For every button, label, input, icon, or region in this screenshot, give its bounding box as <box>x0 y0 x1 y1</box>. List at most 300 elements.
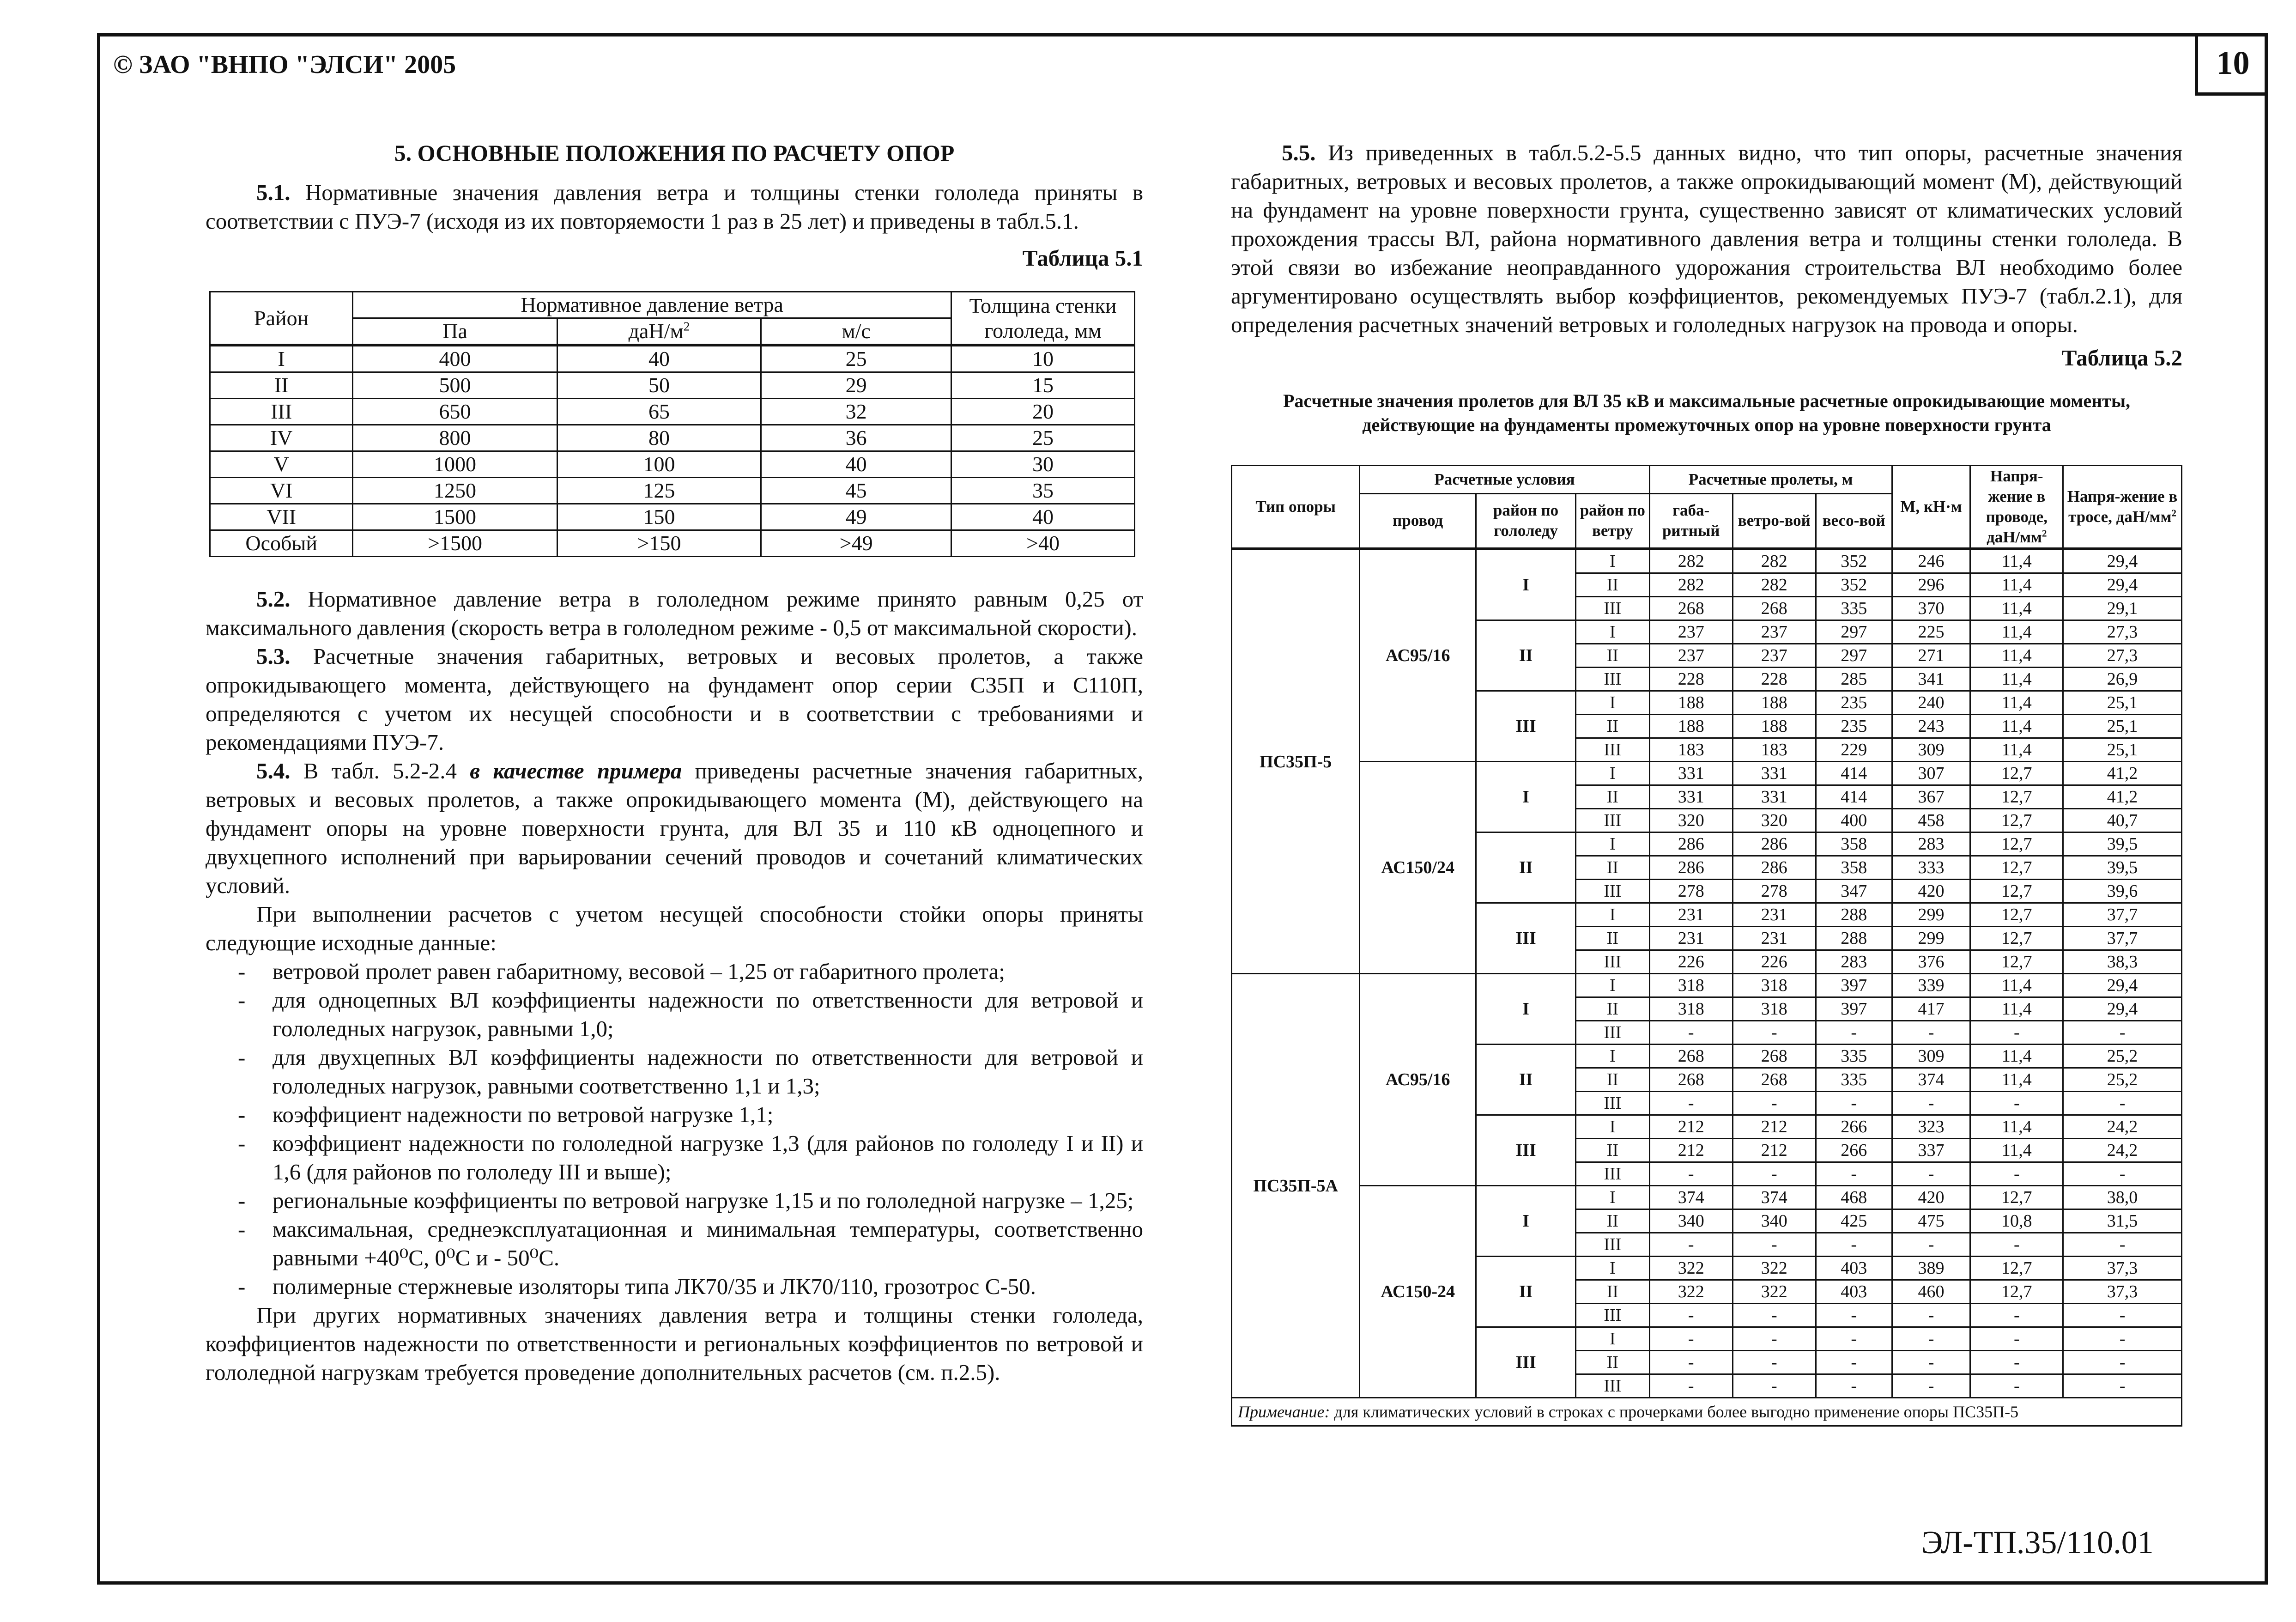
table-cell: 286 <box>1733 832 1816 856</box>
table-cell: АС150-24 <box>1360 1186 1476 1398</box>
table-cell: 283 <box>1816 950 1892 974</box>
table2-note: Примечание: для климатических условий в строках с прочерками более выгодно применение опоры ПС35П-5 <box>1231 1398 2182 1427</box>
table-cell: 212 <box>1649 1139 1733 1162</box>
table-cell: - <box>1733 1162 1816 1186</box>
table-cell: - <box>2063 1374 2182 1398</box>
table-cell: 288 <box>1816 903 1892 927</box>
table-cell: - <box>2063 1351 2182 1374</box>
table-cell: 29,4 <box>2063 974 2182 997</box>
table-cell: 323 <box>1892 1115 1970 1139</box>
table-cell: 38,3 <box>2063 950 2182 974</box>
table-cell: 231 <box>1649 927 1733 950</box>
table-cell: 458 <box>1892 809 1970 832</box>
table-cell: 286 <box>1733 856 1816 880</box>
table-cell: 374 <box>1892 1068 1970 1092</box>
table-row <box>1232 549 2182 573</box>
table-cell: III <box>1576 1162 1650 1186</box>
col-wire-tension: Напря-жение в проводе, даН/$мм^2$ <box>1970 466 2063 549</box>
table-cell: 11,4 <box>1970 668 2063 691</box>
table-cell: V <box>210 451 353 478</box>
table-cell: - <box>1733 1021 1816 1045</box>
table-cell: ПС35П-5 <box>1232 549 1360 974</box>
paragraph-5-5: 5.5. Из приведенных в табл.5.2-5.5 данных видно, что тип опоры, расчетные значения габаритных, ветровых и весовых пролетов, а также опрокидывающий момент (М), действующий на фундамент на уровне поверхности грунта, существенно зависят от климатических условий прохождения трассы ВЛ, района нормативного давления ветра и толщины стенки гололеда. В этой связи во избежание неоправданного удорожания строительства ВЛ необходимо более аргументировано осуществлять выбор коэффициентов, рекомендуемых ПУЭ-7 (табл.2.1), для определения расчетных значений ветровых и гололедных нагрузок на провода и опоры. <box>1231 140 2183 337</box>
table-cell: 12,7 <box>1970 1280 2063 1304</box>
copyright: © ЗАО "ВНПО "ЭЛСИ" 2005 <box>113 50 456 79</box>
table-cell: I <box>1476 1186 1576 1257</box>
table-cell: - <box>2063 1021 2182 1045</box>
paragraph-5-1: 5.1. Нормативные значения давления ветра и толщины стенки гололеда приняты в соответствии с ПУЭ-7 (исходя из их повторяемости 1 раз в 25 лет) и приведены в табл.5.1. <box>206 180 1144 234</box>
table-cell: 341 <box>1892 668 1970 691</box>
col-gab: габа-ритный <box>1649 493 1733 549</box>
table-cell: 322 <box>1733 1257 1816 1280</box>
page-number: 10 <box>2195 33 2268 96</box>
table-cell: 340 <box>1733 1209 1816 1233</box>
table-cell: 1000 <box>353 451 557 478</box>
table-cell: 37,3 <box>2063 1280 2182 1304</box>
table-cell: 297 <box>1816 620 1892 644</box>
table-cell: 229 <box>1816 738 1892 762</box>
table-cell: II <box>1476 832 1576 903</box>
table-cell: 460 <box>1892 1280 1970 1304</box>
list-item: - полимерные стержневые изоляторы типа ЛК70/35 и ЛК70/110, грозотрос С-50. <box>206 1272 1143 1301</box>
table-cell: >40 <box>951 530 1135 557</box>
table-cell: VII <box>210 504 353 530</box>
table-cell: 282 <box>1733 573 1816 597</box>
table-cell: 235 <box>1816 691 1892 715</box>
table-cell: 24,2 <box>2063 1115 2182 1139</box>
table-cell: 12,7 <box>1970 1186 2063 1209</box>
table-cell: 188 <box>1649 715 1733 738</box>
table-cell: VI <box>210 478 353 504</box>
table-row <box>210 504 1135 530</box>
table-cell: III <box>1576 1304 1650 1327</box>
list-item: - региональные коэффициенты по ветровой нагрузке 1,15 и по гололедной нагрузке – 1,25; <box>206 1186 1143 1215</box>
table-cell: - <box>1892 1374 1970 1398</box>
table-cell: 231 <box>1733 903 1816 927</box>
table-cell: III <box>1576 880 1650 903</box>
table-cell: 322 <box>1733 1280 1816 1304</box>
table-cell: - <box>1649 1092 1733 1115</box>
table-cell: III <box>1576 1092 1650 1115</box>
table-cell: 12,7 <box>1970 785 2063 809</box>
table-cell: - <box>1816 1233 1892 1257</box>
table-cell: II <box>1576 997 1650 1021</box>
table-cell: - <box>1816 1092 1892 1115</box>
table-cell: 38,0 <box>2063 1186 2182 1209</box>
table-cell: 475 <box>1892 1209 1970 1233</box>
table-cell: - <box>1970 1233 2063 1257</box>
table-cell: 65 <box>557 399 761 425</box>
table-cell: 11,4 <box>1970 1115 2063 1139</box>
table-cell: 1250 <box>353 478 557 504</box>
table-cell: 26,9 <box>2063 668 2182 691</box>
table-cell: - <box>1816 1351 1892 1374</box>
table-cell: 41,2 <box>2063 762 2182 785</box>
right-column <box>1231 139 2182 1427</box>
col-ice-region: район по гололеду <box>1476 493 1576 549</box>
table-cell: АС95/16 <box>1360 549 1476 762</box>
table-cell: 30 <box>951 451 1135 478</box>
table-cell: II <box>1576 785 1650 809</box>
table-cell: 417 <box>1892 997 1970 1021</box>
table-row <box>210 345 1135 372</box>
table-cell: 297 <box>1816 644 1892 668</box>
table-cell: - <box>1649 1327 1733 1351</box>
table-cell: >49 <box>761 530 951 557</box>
table-cell: 11,4 <box>1970 715 2063 738</box>
table-cell: 370 <box>1892 597 1970 620</box>
list-item: - ветровой пролет равен габаритному, весовой – 1,25 от габаритного пролета; <box>206 957 1143 986</box>
table-cell: 12,7 <box>1970 927 2063 950</box>
table-cell: 500 <box>353 372 557 399</box>
table-cell: - <box>2063 1327 2182 1351</box>
table-cell: - <box>1733 1374 1816 1398</box>
table-cell: 268 <box>1733 1068 1816 1092</box>
table-cell: 11,4 <box>1970 997 2063 1021</box>
table-cell: 183 <box>1733 738 1816 762</box>
table-cell: I <box>1576 1327 1650 1351</box>
table-cell: 403 <box>1816 1257 1892 1280</box>
table-cell: 36 <box>761 425 951 451</box>
table-cell: I <box>1576 620 1650 644</box>
table-cell: 266 <box>1816 1139 1892 1162</box>
table-cell: II <box>1576 927 1650 950</box>
table-cell: 31,5 <box>2063 1209 2182 1233</box>
table-cell: I <box>1576 974 1650 997</box>
table-cell: 226 <box>1733 950 1816 974</box>
table-cell: 400 <box>1816 809 1892 832</box>
table-cell: - <box>1970 1162 2063 1186</box>
table-cell: 335 <box>1816 1045 1892 1068</box>
table-cell: 11,4 <box>1970 573 2063 597</box>
table-cell: I <box>1576 691 1650 715</box>
table-cell: ПС35П-5А <box>1232 974 1360 1398</box>
table-cell: 188 <box>1733 715 1816 738</box>
table-cell: 650 <box>353 399 557 425</box>
table-cell: 376 <box>1892 950 1970 974</box>
table-cell: - <box>1649 1374 1733 1398</box>
table-cell: >150 <box>557 530 761 557</box>
table-cell: 40 <box>557 345 761 372</box>
table-cell: 296 <box>1892 573 1970 597</box>
table-cell: 358 <box>1816 832 1892 856</box>
table-cell: - <box>1816 1021 1892 1045</box>
table-cell: - <box>1649 1162 1733 1186</box>
paragraph-5-2: 5.2. Нормативное давление ветра в гололедном режиме принято равным 0,25 от максимального давления (скорость ветра в гололедном режиме - 0,5 от максимальной скорости). <box>206 586 1143 640</box>
table-cell: - <box>2063 1304 2182 1327</box>
table-cell: - <box>1816 1327 1892 1351</box>
document-code: ЭЛ-ТП.35/110.01 <box>1921 1525 2154 1561</box>
table-cell: I <box>1476 762 1576 832</box>
paragraph-final: При других нормативных значениях давления ветра и толщины стенки гололеда, коэффициентов надежности по ответственности и региональных коэффициентов по ветровой и гололедной нагрузкам требуется проведение дополнительных расчетов (см. п.2.5). <box>206 1302 1143 1385</box>
col-ms: м/с <box>761 318 951 346</box>
table-cell: II <box>1476 1257 1576 1327</box>
table-cell: III <box>1576 668 1650 691</box>
table-cell: - <box>2063 1092 2182 1115</box>
table-row <box>210 530 1135 557</box>
left-column <box>206 139 1143 1387</box>
table-cell: 212 <box>1649 1115 1733 1139</box>
table1-caption: Таблица 5.1 <box>1022 245 1143 271</box>
table-cell: 12,7 <box>1970 832 2063 856</box>
table-cell: 32 <box>761 399 951 425</box>
table-cell: - <box>1733 1304 1816 1327</box>
table-cell: 11,4 <box>1970 620 2063 644</box>
table-cell: 40 <box>761 451 951 478</box>
table-cell: 282 <box>1649 573 1733 597</box>
table-cell: III <box>1476 1115 1576 1186</box>
table-cell: 266 <box>1816 1115 1892 1139</box>
table-cell: 11,4 <box>1970 738 2063 762</box>
table-cell: 25,1 <box>2063 738 2182 762</box>
table-cell: - <box>1892 1327 1970 1351</box>
table-cell: - <box>1733 1233 1816 1257</box>
table-cell: 335 <box>1816 1068 1892 1092</box>
table-cell: 288 <box>1816 927 1892 950</box>
table-cell: 318 <box>1733 974 1816 997</box>
table-cell: 212 <box>1733 1115 1816 1139</box>
table-cell: 237 <box>1733 644 1816 668</box>
table-cell: 12,7 <box>1970 950 2063 974</box>
table-cell: III <box>1476 903 1576 974</box>
table-cell: 468 <box>1816 1186 1892 1209</box>
table-cell: 11,4 <box>1970 691 2063 715</box>
col-wire: провод <box>1360 493 1476 549</box>
table-cell: 389 <box>1892 1257 1970 1280</box>
col-type: Тип опоры <box>1232 466 1360 549</box>
table-cell: III <box>1576 1374 1650 1398</box>
table-cell: I <box>1576 549 1650 573</box>
col-moment: М, кН·м <box>1892 466 1970 549</box>
table-cell: 282 <box>1649 549 1733 573</box>
table-cell: 231 <box>1733 927 1816 950</box>
list-item: - максимальная, среднеэксплуатационная и минимальная температуры, соответственно равными +40⁰С, 0⁰С и - 50⁰С. <box>206 1215 1143 1272</box>
table-cell: 20 <box>951 399 1135 425</box>
table-cell: I <box>1576 1045 1650 1068</box>
table-cell: 27,3 <box>2063 620 2182 644</box>
table-row <box>210 425 1135 451</box>
table-cell: II <box>1576 1351 1650 1374</box>
table-cell: 29,4 <box>2063 549 2182 573</box>
table-cell: - <box>1649 1304 1733 1327</box>
table-cell: 282 <box>1733 549 1816 573</box>
table-cell: 100 <box>557 451 761 478</box>
table-cell: 11,4 <box>1970 644 2063 668</box>
table-cell: I <box>1576 832 1650 856</box>
table-5-1 <box>209 291 1135 557</box>
table-cell: 37,3 <box>2063 1257 2182 1280</box>
table-cell: II <box>1576 573 1650 597</box>
table-cell: >1500 <box>353 530 557 557</box>
table-cell: 320 <box>1733 809 1816 832</box>
table-cell: 358 <box>1816 856 1892 880</box>
table-cell: 183 <box>1649 738 1733 762</box>
table-cell: - <box>1892 1351 1970 1374</box>
table-cell: 299 <box>1892 903 1970 927</box>
table-cell: - <box>1733 1351 1816 1374</box>
table-cell: I <box>210 345 353 372</box>
table-cell: - <box>1970 1304 2063 1327</box>
col-spans: Расчетные пролеты, м <box>1649 466 1892 494</box>
table-row <box>210 372 1135 399</box>
table-cell: АС150/24 <box>1360 762 1476 974</box>
table-cell: 35 <box>951 478 1135 504</box>
section-heading: 5. ОСНОВНЫЕ ПОЛОЖЕНИЯ ПО РАСЧЕТУ ОПОР <box>394 140 955 166</box>
table-cell: I <box>1576 762 1650 785</box>
table-cell: - <box>1892 1162 1970 1186</box>
table-cell: 231 <box>1649 903 1733 927</box>
table-5-2 <box>1231 465 2182 1398</box>
table-cell: 29 <box>761 372 951 399</box>
table-cell: 29,1 <box>2063 597 2182 620</box>
table-cell: III <box>1576 1021 1650 1045</box>
table-cell: 331 <box>1649 762 1733 785</box>
table-cell: 374 <box>1649 1186 1733 1209</box>
table-cell: 25 <box>951 425 1135 451</box>
table-cell: 11,4 <box>1970 1045 2063 1068</box>
table-cell: 10,8 <box>1970 1209 2063 1233</box>
table-cell: III <box>1576 950 1650 974</box>
table-cell: II <box>1476 1045 1576 1115</box>
table-cell: Особый <box>210 530 353 557</box>
table2-caption: Таблица 5.2 <box>2061 345 2182 371</box>
paragraph-5-3: 5.3. Расчетные значения габаритных, ветровых и весовых пролетов, а также опрокидывающего момента, действующего на фундамент опор серии С35П и С110П, определяются с учетом их несущей способности и в соответствии с требованиями и рекомендациями ПУЭ-7. <box>206 644 1144 755</box>
table-cell: 322 <box>1649 1280 1733 1304</box>
table-cell: 212 <box>1733 1139 1816 1162</box>
table-cell: 367 <box>1892 785 1970 809</box>
table-cell: 347 <box>1816 880 1892 903</box>
table-cell: III <box>1576 809 1650 832</box>
table-cell: 25,2 <box>2063 1068 2182 1092</box>
table-cell: 150 <box>557 504 761 530</box>
table-cell: 40 <box>951 504 1135 530</box>
table-cell: II <box>210 372 353 399</box>
table-cell: I <box>1576 1186 1650 1209</box>
table-cell: 37,7 <box>2063 927 2182 950</box>
table-cell: 25 <box>761 345 951 372</box>
table-cell: III <box>1476 1327 1576 1398</box>
col-ves: весо-вой <box>1816 493 1892 549</box>
table-cell: 339 <box>1892 974 1970 997</box>
table-cell: - <box>1649 1233 1733 1257</box>
table-cell: - <box>1892 1092 1970 1115</box>
table-cell: 12,7 <box>1970 903 2063 927</box>
table-cell: - <box>1970 1327 2063 1351</box>
table-cell: 268 <box>1649 597 1733 620</box>
table-cell: 29,4 <box>2063 573 2182 597</box>
table-cell: 318 <box>1649 974 1733 997</box>
table-cell: 25,1 <box>2063 691 2182 715</box>
table-cell: II <box>1576 1068 1650 1092</box>
table-cell: 39,6 <box>2063 880 2182 903</box>
col-pressure: Нормативное давление ветра <box>353 292 951 318</box>
table-cell: 400 <box>353 345 557 372</box>
table-cell: 12,7 <box>1970 809 2063 832</box>
list-item: - для двухцепных ВЛ коэффициенты надежности по ответственности для ветровой и гололедных нагрузок, равными соответственно 1,1 и 1,3; <box>206 1043 1143 1100</box>
table-cell: 228 <box>1649 668 1733 691</box>
table-cell: 283 <box>1892 832 1970 856</box>
table-cell: 25,2 <box>2063 1045 2182 1068</box>
table-cell: 397 <box>1816 974 1892 997</box>
table-cell: 12,7 <box>1970 880 2063 903</box>
table-cell: 414 <box>1816 785 1892 809</box>
table-cell: 40,7 <box>2063 809 2182 832</box>
table-cell: 11,4 <box>1970 1139 2063 1162</box>
table-cell: 268 <box>1733 597 1816 620</box>
table-cell: - <box>1970 1374 2063 1398</box>
table-cell: - <box>1970 1092 2063 1115</box>
table-cell: - <box>1970 1351 2063 1374</box>
table-cell: 39,5 <box>2063 856 2182 880</box>
table-cell: 27,3 <box>2063 644 2182 668</box>
table-cell: - <box>1649 1351 1733 1374</box>
table-cell: - <box>1649 1021 1733 1045</box>
table-cell: - <box>1892 1021 1970 1045</box>
table-cell: 12,7 <box>1970 856 2063 880</box>
table-cell: I <box>1476 549 1576 620</box>
table-cell: 374 <box>1733 1186 1816 1209</box>
table-cell: 340 <box>1649 1209 1733 1233</box>
table-cell: III <box>1576 597 1650 620</box>
table-cell: 80 <box>557 425 761 451</box>
table-cell: I <box>1576 1257 1650 1280</box>
table-cell: 425 <box>1816 1209 1892 1233</box>
table-cell: АС95/16 <box>1360 974 1476 1186</box>
col-rope-tension: Напря-жение в тросе, даН/$мм^2$ <box>2063 466 2182 549</box>
table-cell: - <box>1733 1092 1816 1115</box>
table-cell: 237 <box>1649 620 1733 644</box>
table-cell: 25,1 <box>2063 715 2182 738</box>
table-cell: 188 <box>1733 691 1816 715</box>
table-cell: II <box>1476 620 1576 691</box>
table-cell: 318 <box>1733 997 1816 1021</box>
table-cell: 331 <box>1733 785 1816 809</box>
table-cell: 45 <box>761 478 951 504</box>
table-cell: II <box>1576 1139 1650 1162</box>
col-dan: даН/$м^2$ <box>557 318 761 346</box>
table-cell: 335 <box>1816 597 1892 620</box>
table-cell: I <box>1576 1115 1650 1139</box>
table-cell: 50 <box>557 372 761 399</box>
col-region: Район <box>210 292 353 346</box>
table-cell: 331 <box>1733 762 1816 785</box>
table-cell: 11,4 <box>1970 974 2063 997</box>
table-cell: - <box>1892 1233 1970 1257</box>
table-cell: - <box>1892 1304 1970 1327</box>
table-cell: - <box>1816 1162 1892 1186</box>
table-cell: 331 <box>1649 785 1733 809</box>
list-item: - коэффициент надежности по ветровой нагрузке 1,1; <box>206 1100 1143 1129</box>
table-cell: 243 <box>1892 715 1970 738</box>
table-cell: 39,5 <box>2063 832 2182 856</box>
table-cell: 11,4 <box>1970 1068 2063 1092</box>
table-cell: 12,7 <box>1970 762 2063 785</box>
table-cell: - <box>1816 1304 1892 1327</box>
list-item: - для одноцепных ВЛ коэффициенты надежности по ответственности для ветровой и гололедных нагрузок, равными 1,0; <box>206 986 1143 1043</box>
table-cell: 309 <box>1892 738 1970 762</box>
table-cell: III <box>1576 738 1650 762</box>
table-cell: 188 <box>1649 691 1733 715</box>
table-cell: - <box>2063 1162 2182 1186</box>
table-cell: 10 <box>951 345 1135 372</box>
table-row <box>210 451 1135 478</box>
table-cell: 420 <box>1892 1186 1970 1209</box>
table-row <box>1232 1186 2182 1209</box>
table-cell: 352 <box>1816 573 1892 597</box>
table-cell: 15 <box>951 372 1135 399</box>
table-cell: IV <box>210 425 353 451</box>
table-cell: I <box>1476 974 1576 1045</box>
